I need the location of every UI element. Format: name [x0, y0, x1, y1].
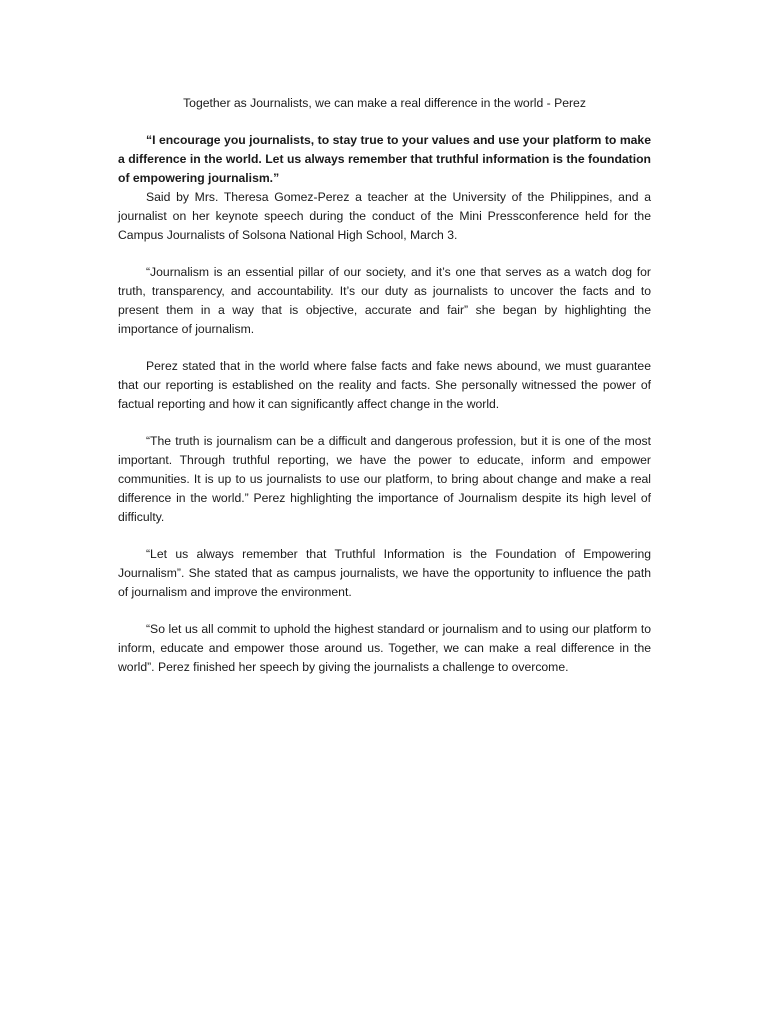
paragraph-truth-difficult: “The truth is journalism can be a difficult and dangerous profession, but it is one of the most important. Through truthful reporting, we have the power to educate, inform and empower communities. It is up to us journalists to use our platform, to bring about change and make a real difference in the world.” Perez highlighting the importance of Journalism despite its high level of difficulty. [118, 434, 651, 524]
document-title: Together as Journalists, we can make a real difference in the world - Perez [183, 96, 586, 110]
paragraph-journalism-pillar: “Journalism is an essential pillar of our society, and it’s one that serves as a watch dog for truth, transparency, and accountability. It’s our duty as journalists to uncover the facts and to present them in a way that is objective, accurate and fair” she began by highlighting the importance of journalism. [118, 265, 651, 336]
paragraph-closing: “So let us all commit to uphold the highest standard or journalism and to using our platform to inform, educate and empower those around us. Together, we can make a real difference in the world”. Perez finished her speech by giving the journalists a challenge to overcome. [118, 622, 651, 674]
paragraph-truthful-information: “Let us always remember that Truthful Information is the Foundation of Empowering Journalism”. She stated that as campus journalists, we have the opportunity to influence the path of journalism and improve the environment. [118, 547, 651, 599]
opening-quote: “I encourage you journalists, to stay true to your values and use your platform to make a difference in the world. Let us always remember that truthful information is the foundation of empowering journalism.” [118, 133, 651, 185]
paragraph-false-facts: Perez stated that in the world where false facts and fake news abound, we must guarantee that our reporting is established on the reality and facts. She personally witnessed the power of factual reporting and how it can significantly affect change in the world. [118, 359, 651, 411]
document-page [118, 94, 651, 677]
paragraph-attribution: Said by Mrs. Theresa Gomez-Perez a teacher at the University of the Philippines, and a journalist on her keynote speech during the conduct of the Mini Pressconference held for the Campus Journalists of Solsona National High School, March 3. [118, 190, 651, 242]
